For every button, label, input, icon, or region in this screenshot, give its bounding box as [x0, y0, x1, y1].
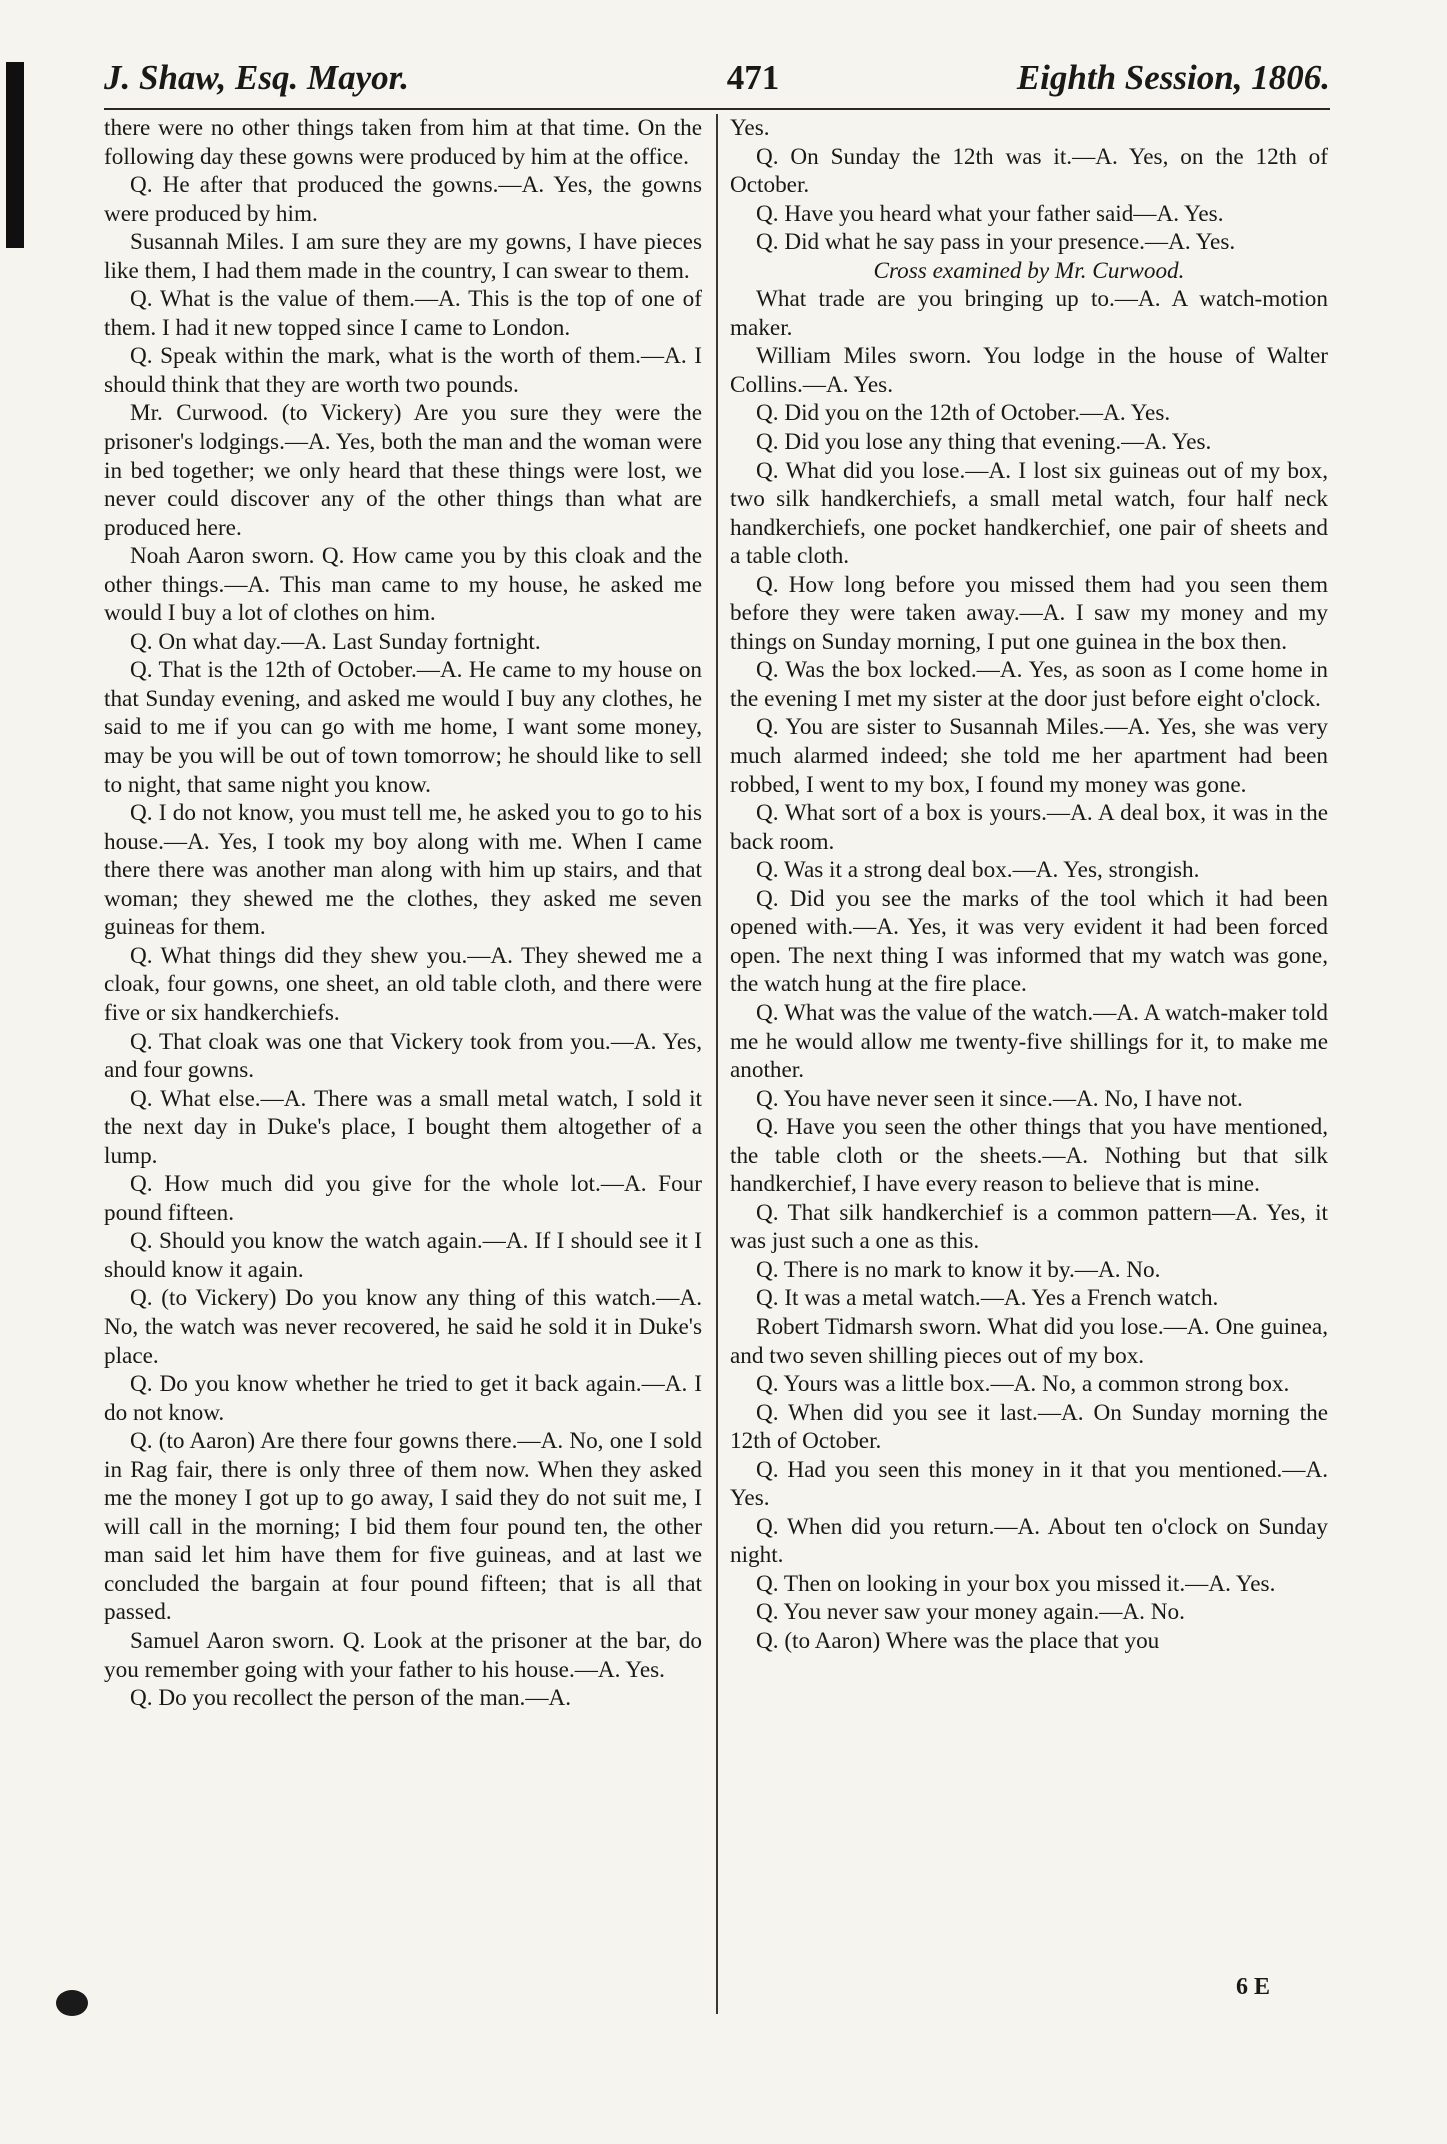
paragraph: Q. (to Aaron) Where was the place that you — [756, 1627, 1160, 1654]
paragraph: Q. When did you return.—A. About ten o'clock on Sunday night. — [730, 1513, 1328, 1569]
left-column — [104, 114, 702, 2014]
paragraph: Q. What things did they shew you.—A. They shewed me a cloak, four gowns, one sheet, an old table cloth, and there were five or six handkerchiefs. — [104, 942, 702, 1026]
running-head — [104, 58, 1330, 110]
paragraph: Q. Do you know whether he tried to get it back again.—A. I do not know. — [104, 1371, 702, 1426]
paragraph: Q. How much did you give for the whole lot.—A. Four pound fifteen. — [104, 1171, 702, 1226]
paragraph: Yes. — [730, 115, 770, 141]
paragraph: Q. Speak within the mark, what is the worth of them.—A. I should think that they are worth two pounds. — [104, 343, 702, 398]
paragraph: Q. (to Vickery) Do you know any thing of this watch.—A. No, the watch was never recovered, he said he sold it in Duke's place. — [104, 1285, 702, 1369]
printed-page — [104, 58, 1330, 2088]
paragraph: Q. On what day.—A. Last Sunday fortnight. — [130, 628, 541, 655]
paragraph: Q. You are sister to Susannah Miles.—A. Yes, she was very much alarmed indeed; she told me her apartment had been robbed, I went to my box, I found my money was gone. — [730, 714, 1328, 798]
paragraph: Q. What did you lose.—A. I lost six guineas out of my box, two silk handkerchiefs, a small metal watch, four half neck handkerchiefs, one pocket handkerchief, one pair of sheets and a table cloth. — [730, 457, 1328, 570]
paragraph: Q. Had you seen this money in it that you mentioned.—A. Yes. — [730, 1456, 1328, 1512]
paragraph: Q. Have you heard what your father said—A. Yes. — [756, 200, 1224, 227]
paragraph: Q. Should you know the watch again.—A. If I should see it I should know it again. — [104, 1228, 702, 1283]
running-head-right: Eighth Session, 1806. — [1016, 58, 1330, 97]
catchword: 6 E — [1235, 1974, 1270, 2000]
paragraph: Susannah Miles. I am sure they are my gowns, I have pieces like them, I had them made in the country, I can swear to them. — [104, 229, 702, 284]
paragraph: Q. That cloak was one that Vickery took from you.—A. Yes, and four gowns. — [104, 1028, 702, 1084]
paragraph: Q. I do not know, you must tell me, he asked you to go to his house.—A. Yes, I took my boy along with me. When I came there there was another man along with him up stairs, and that woman; they shewed me the clothes, they asked me seven guineas for them. — [104, 800, 702, 941]
paragraph: Q. Was the box locked.—A. Yes, as soon as I come home in the evening I met my sister at the door just before eight o'clock. — [730, 657, 1328, 712]
paragraph: Q. You have never seen it since.—A. No, I have not. — [756, 1085, 1243, 1112]
paragraph: Q. Did you lose any thing that evening.—A. Yes. — [756, 429, 1212, 456]
paragraph: William Miles sworn. You lodge in the house of Walter Collins.—A. Yes. — [730, 343, 1328, 398]
page-edge-shadow — [6, 62, 24, 248]
paragraph: Q. Was it a strong deal box.—A. Yes, strongish. — [756, 857, 1200, 884]
paragraph: Q. What sort of a box is yours.—A. A deal box, it was in the back room. — [730, 800, 1328, 855]
paragraph: Q. Did you see the marks of the tool which it had been opened with.—A. Yes, it was very evident it had been forced open. The next thing I was informed that my watch was gone, the watch hung at the fire place. — [730, 885, 1328, 998]
paragraph: Q. That silk handkerchief is a common pattern—A. Yes, it was just such a one as this. — [730, 1199, 1328, 1255]
paragraph: Q. Yours was a little box.—A. No, a common strong box. — [756, 1371, 1290, 1398]
paragraph: Q. Do you recollect the person of the man.—A. — [130, 1685, 572, 1712]
paragraph: Samuel Aaron sworn. Q. Look at the prisoner at the bar, do you remember going with your father to his house.—A. Yes. — [104, 1627, 702, 1683]
paragraph: Q. Did what he say pass in your presence.—A. Yes. — [756, 229, 1236, 256]
running-head-left: J. Shaw, Esq. Mayor. — [104, 58, 410, 97]
paragraph: Robert Tidmarsh sworn. What did you lose.—A. One guinea, and two seven shilling pieces out of my box. — [730, 1313, 1328, 1369]
ink-blot — [56, 1990, 88, 2016]
paragraph: Q. Did you on the 12th of October.—A. Yes. — [756, 400, 1171, 427]
paragraph: Mr. Curwood. (to Vickery) Are you sure they were the prisoner's lodgings.—A. Yes, both the man and the woman were in bed together; we only heard that these things were lost, we never could discover any of the other things than what are produced here. — [104, 400, 702, 541]
paragraph: Q. (to Aaron) Are there four gowns there.—A. No, one I sold in Rag fair, there is only three of them now. When they asked me the money I got up to go away, I said they do not suit me, I will call in the morning; I bid them four pound ten, the other man said let him have them for five guineas, and at last we concluded the bargain at four pound fifteen; that is all that passed. — [104, 1428, 702, 1626]
text-columns — [104, 114, 1330, 2014]
page-number: 471 — [726, 58, 780, 97]
paragraph: What trade are you bringing up to.—A. A watch-motion maker. — [730, 286, 1328, 341]
paragraph: Q. There is no mark to know it by.—A. No. — [756, 1256, 1161, 1283]
right-column — [730, 114, 1328, 2014]
column-rule — [716, 114, 718, 2014]
paragraph: Q. When did you see it last.—A. On Sunday morning the 12th of October. — [730, 1399, 1328, 1455]
paragraph: Q. What else.—A. There was a small metal watch, I sold it the next day in Duke's place, I bought them altogether of a lump. — [104, 1085, 702, 1169]
paragraph: Q. He after that produced the gowns.—A. Yes, the gowns were produced by him. — [104, 172, 702, 227]
paragraph: Q. It was a metal watch.—A. Yes a French watch. — [756, 1285, 1219, 1312]
paragraph: Q. That is the 12th of October.—A. He came to my house on that Sunday evening, and asked me would I buy any clothes, he said to me if you can go with me home, I want some money, may be you will be out of town tomorrow; he should like to sell to night, that same night you know. — [104, 657, 702, 798]
paragraph: Q. What was the value of the watch.—A. A watch-maker told me he would allow me twenty-five shillings for it, to make me another. — [730, 999, 1328, 1084]
paragraph: there were no other things taken from him at that time. On the following day these gowns were produced by him at the office. — [104, 115, 702, 170]
paragraph: Q. What is the value of them.—A. This is the top of one of them. I had it new topped since I came to London. — [104, 286, 702, 341]
paragraph: Noah Aaron sworn. Q. How came you by this cloak and the other things.—A. This man came to my house, he asked me would I buy a lot of clothes on him. — [104, 543, 702, 627]
paragraph: Q. How long before you missed them had you seen them before they were taken away.—A. I saw my money and my things on Sunday morning, I put one guinea in the box then. — [730, 571, 1328, 655]
paragraph: Q. You never saw your money again.—A. No. — [756, 1599, 1185, 1626]
paragraph: Q. Have you seen the other things that you have mentioned, the table cloth or the sheets.—A. Nothing but that silk handkerchief, I have every reason to believe that is mine. — [730, 1114, 1328, 1198]
paragraph: Q. On Sunday the 12th was it.—A. Yes, on the 12th of October. — [730, 143, 1328, 199]
section-heading: Cross examined by Mr. Curwood. — [873, 257, 1185, 284]
paragraph: Q. Then on looking in your box you missed it.—A. Yes. — [756, 1570, 1276, 1597]
